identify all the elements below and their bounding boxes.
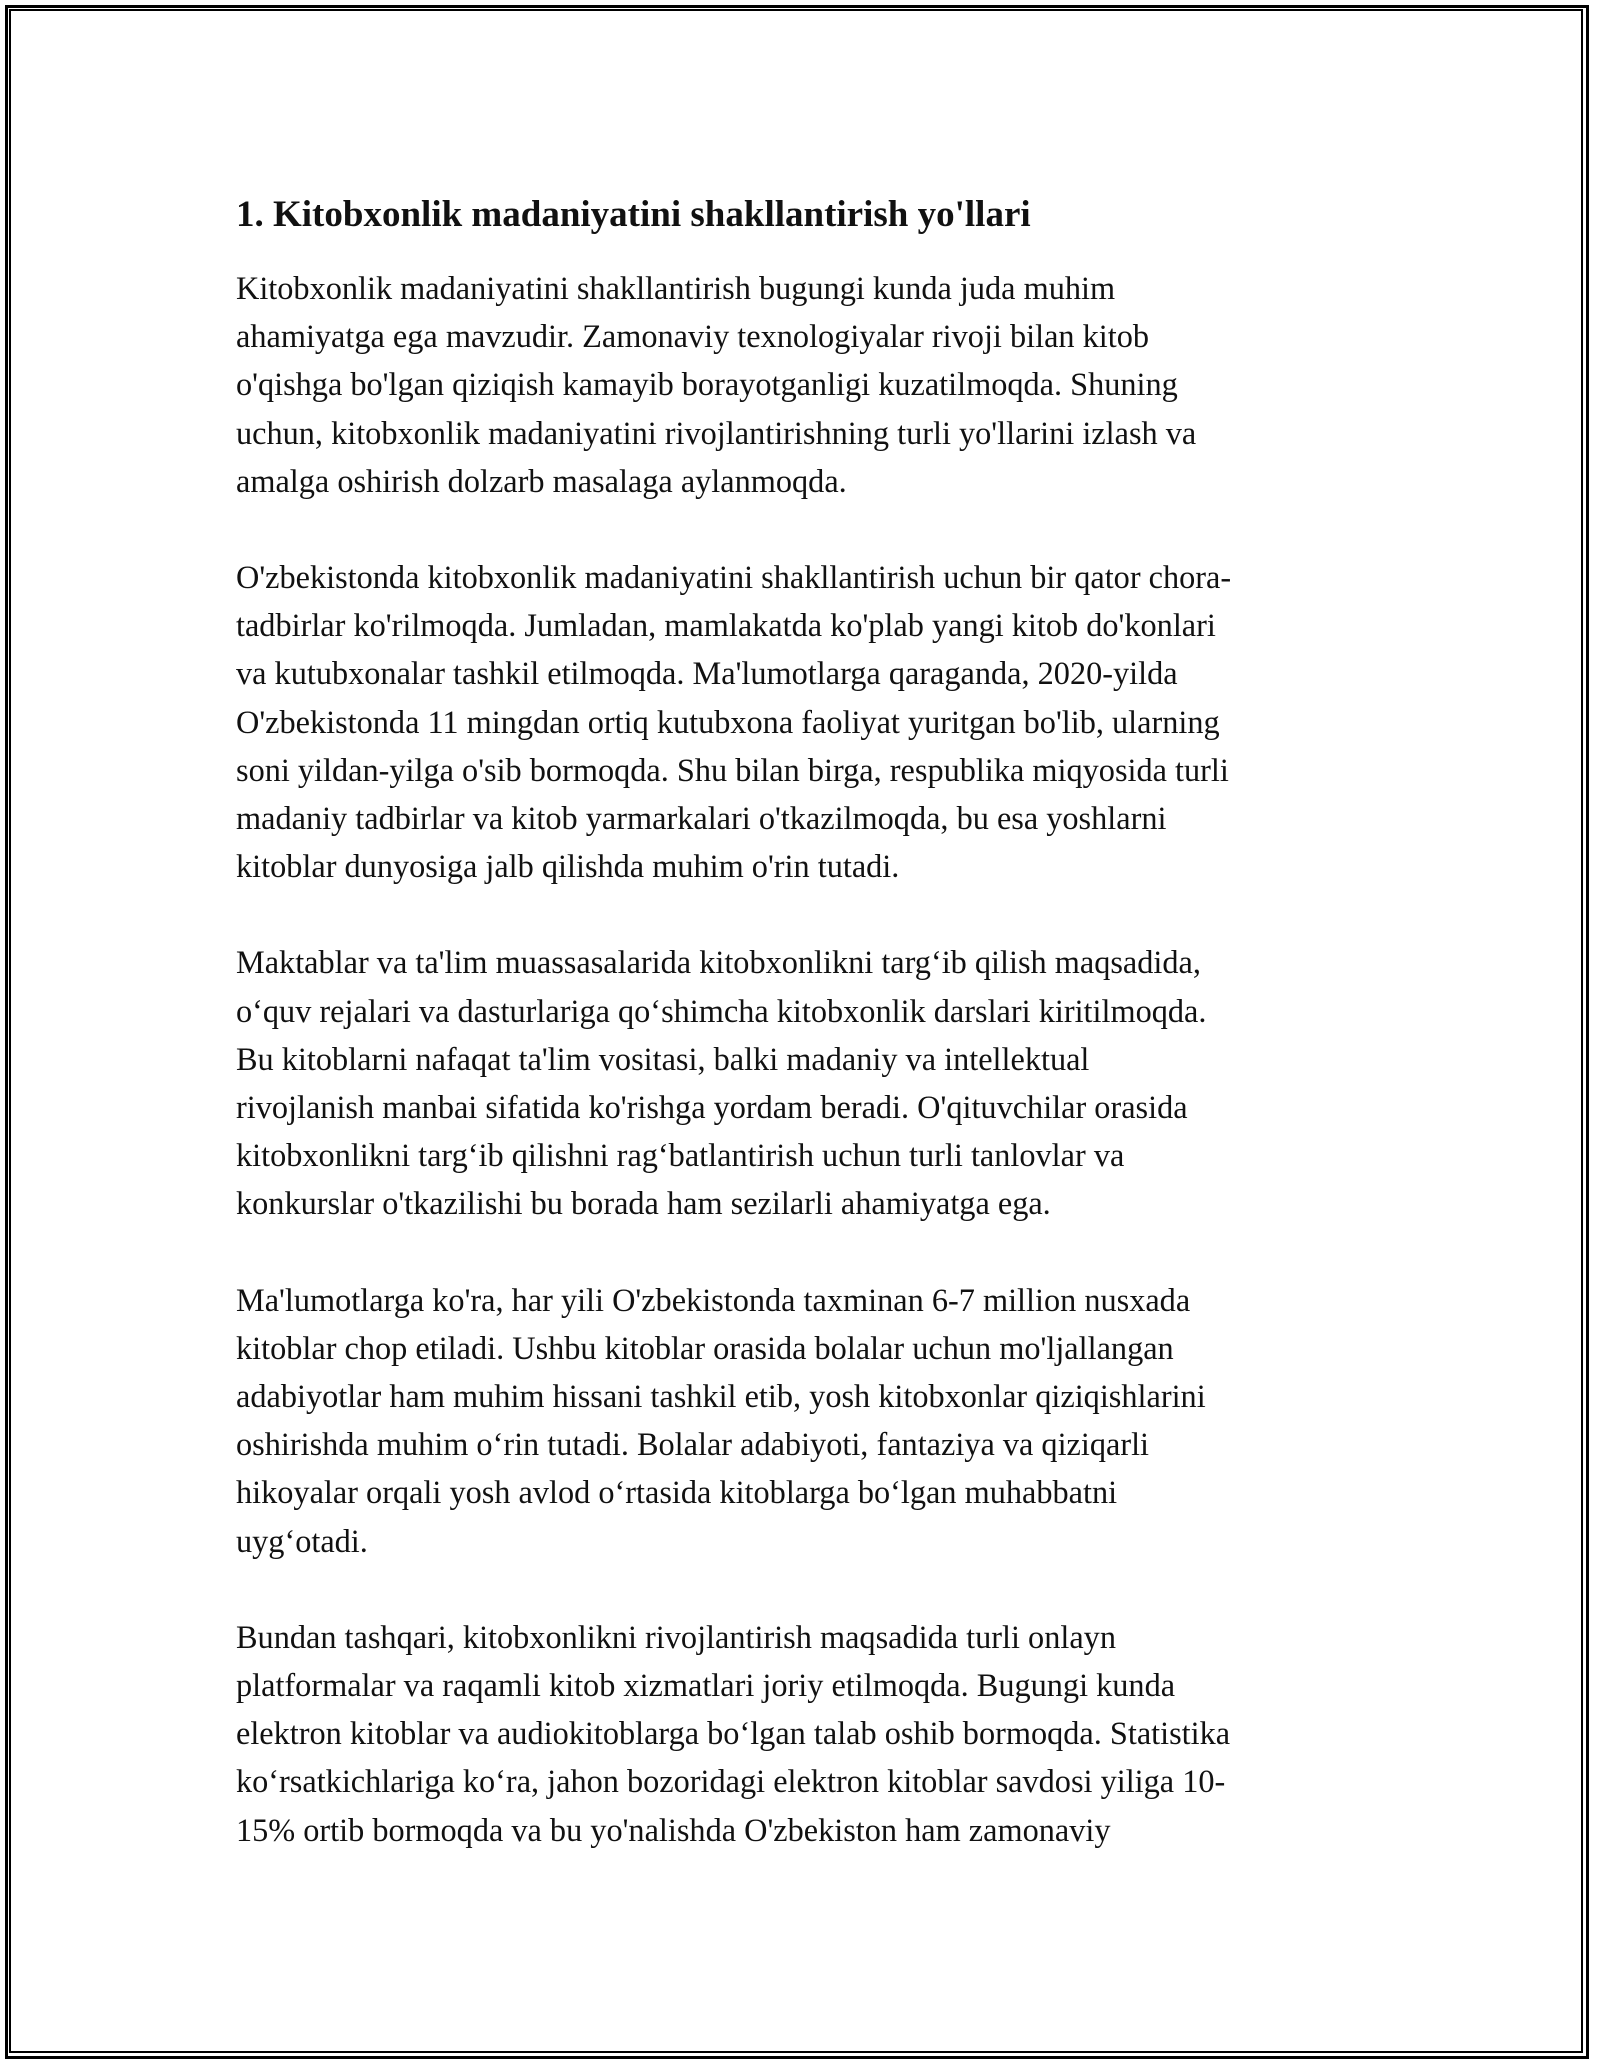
document-body <box>236 190 1384 1902</box>
paragraph <box>236 1276 1384 1565</box>
paragraph-line: Maktablar va ta'lim muassasalarida kitobxonlikni targ‘ib qilish maqsadida, <box>236 944 1201 981</box>
paragraph-line: madaniy tadbirlar va kitob yarmarkalari o'tkazilmoqda, bu esa yoshlarni <box>236 800 1167 837</box>
paragraph-line: kitobxonlikni targ‘ib qilishni rag‘batlantirish uchun turli tanlovlar va <box>236 1137 1125 1174</box>
paragraph <box>236 553 1384 890</box>
paragraph-line: konkurslar o'tkazilishi bu borada ham sezilarli ahamiyatga ega. <box>236 1185 1051 1222</box>
paragraph-line: Kitobxonlik madaniyatini shakllantirish bugungi kunda juda muhim <box>236 270 1116 306</box>
paragraph-line: va kutubxonalar tashkil etilmoqda. Ma'lumotlarga qaraganda, 2020-yilda <box>236 655 1178 692</box>
paragraph-list <box>236 264 1384 1854</box>
paragraph-line: tadbirlar ko'rilmoqda. Jumladan, mamlakatda ko'plab yangi kitob do'konlari <box>236 607 1216 644</box>
paragraph-line: rivojlanish manbai sifatida ko'rishga yordam beradi. O'qituvchilar orasida <box>236 1089 1188 1126</box>
paragraph-line: o‘quv rejalari va dasturlariga qo‘shimcha kitobxonlik darslari kiritilmoqda. <box>236 992 1207 1029</box>
paragraph-line: amalga oshirish dolzarb masalaga aylanmoqda. <box>236 462 847 499</box>
paragraph-line: oshirishda muhim o‘rin tutadi. Bolalar adabiyoti, fantaziya va qiziqarli <box>236 1426 1150 1463</box>
paragraph-line: platformalar va raqamli kitob xizmatlari joriy etilmoqda. Bugungi kunda <box>236 1667 1176 1704</box>
paragraph-line: uyg‘otadi. <box>236 1522 368 1559</box>
paragraph-line: O'zbekistonda 11 mingdan ortiq kutubxona faoliyat yuritgan bo'lib, ularning <box>236 703 1220 740</box>
paragraph-line: elektron kitoblar va audiokitoblarga bo‘lgan talab oshib bormoqda. Statistika <box>236 1715 1231 1752</box>
paragraph-line: ko‘rsatkichlariga ko‘ra, jahon bozoridagi elektron kitoblar savdosi yiliga 10- <box>236 1763 1226 1800</box>
paragraph-line: kitoblar dunyosiga jalb qilishda muhim o'rin tutadi. <box>236 848 900 885</box>
paragraph-line: ahamiyatga ega mavzudir. Zamonaviy texnologiyalar rivoji bilan kitob <box>236 318 1150 355</box>
paragraph-line: Bu kitoblarni nafaqat ta'lim vositasi, balki madaniy va intellektual <box>236 1040 1090 1077</box>
paragraph-line: 15% ortib bormoqda va bu yo'nalishda O'zbekiston ham zamonaviy <box>236 1811 1111 1848</box>
section-heading: 1. Kitobxonlik madaniyatini shakllantirish yo'llari <box>236 194 1031 235</box>
paragraph-line: Bundan tashqari, kitobxonlikni rivojlantirish maqsadida turli onlayn <box>236 1618 1116 1655</box>
paragraph-line: Ma'lumotlarga ko'ra, har yili O'zbekistonda taxminan 6-7 million nusxada <box>236 1281 1191 1318</box>
paragraph-line: O'zbekistonda kitobxonlik madaniyatini shakllantirish uchun bir qator chora- <box>236 559 1232 596</box>
paragraph-line: o'qishga bo'lgan qiziqish kamayib borayotganligi kuzatilmoqda. Shuning <box>236 366 1178 403</box>
paragraph <box>236 264 1384 505</box>
paragraph-line: kitoblar chop etiladi. Ushbu kitoblar orasida bolalar uchun mo'ljallangan <box>236 1329 1174 1366</box>
paragraph <box>236 938 1384 1227</box>
paragraph-line: uchun, kitobxonlik madaniyatini rivojlantirishning turli yo'llarini izlash va <box>236 414 1197 451</box>
paragraph-line: adabiyotlar ham muhim hissani tashkil etib, yosh kitobxonlar qiziqishlarini <box>236 1378 1206 1415</box>
paragraph <box>236 1613 1384 1854</box>
paragraph-line: soni yildan-yilga o'sib bormoqda. Shu bilan birga, respublika miqyosida turli <box>236 751 1229 788</box>
paragraph-line: hikoyalar orqali yosh avlod o‘rtasida kitoblarga bo‘lgan muhabbatni <box>236 1474 1118 1511</box>
